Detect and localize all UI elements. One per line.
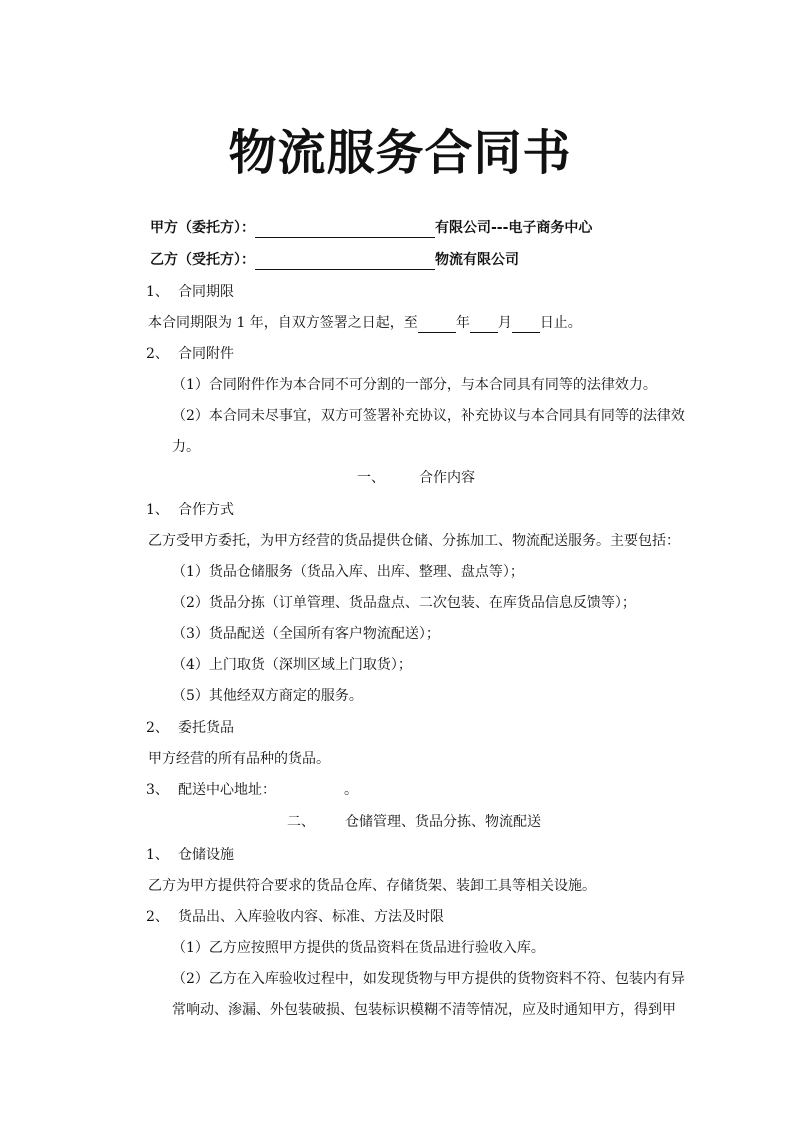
party-b-label: 乙方（受托方）：	[150, 252, 255, 268]
service-item: （3）货品配送（全国所有客户物流配送）；	[172, 626, 440, 642]
section-number: 1、	[146, 847, 169, 863]
party-b-blank	[255, 253, 435, 270]
year-blank	[418, 316, 456, 333]
party-a-label: 甲方（委托方）：	[150, 220, 255, 236]
section-number: 1、	[146, 502, 169, 518]
goods-text: 甲方经营的所有品种的货品。	[148, 751, 330, 767]
party-a-blank	[255, 221, 435, 238]
coop-intro: 乙方受甲方委托，为甲方经营的货品提供仓储、分拣加工、物流配送服务。主要包括：	[148, 533, 680, 549]
storage-1-heading	[146, 845, 234, 865]
term-month: 月	[497, 315, 512, 331]
section-number: 2、	[146, 346, 169, 362]
part-number: 一、	[357, 470, 385, 486]
section-title: 仓储设施	[178, 847, 234, 863]
attachment-item-2-cont: 力。	[172, 439, 200, 455]
section-number: 1、	[146, 284, 169, 300]
party-a-line	[150, 218, 592, 238]
coop-1-heading	[146, 500, 234, 520]
party-a-suffix: 有限公司---电子商务中心	[435, 220, 593, 236]
section-title: 委托货品	[178, 720, 234, 736]
term-year: 年	[455, 315, 470, 331]
term-end: 日止。	[539, 315, 582, 331]
month-blank	[470, 316, 498, 333]
section-number: 3、	[146, 782, 169, 798]
part-1-heading	[357, 468, 475, 488]
term-line	[148, 313, 582, 333]
party-b-suffix: 物流有限公司	[435, 252, 519, 268]
service-item: （4）上门取货（深圳区域上门取货）；	[172, 657, 412, 673]
section-title: 合作方式	[178, 502, 234, 518]
part-number: 二、	[287, 814, 315, 830]
facility-text: 乙方为甲方提供符合要求的货品仓库、存储货架、装卸工具等相关设施。	[148, 878, 596, 894]
attachment-item-2: （2）本合同未尽事宜，双方可签署补充协议，补充协议与本合同具有同等的法律效	[172, 408, 685, 424]
section-title: 配送中心地址：	[178, 782, 276, 798]
section-1-heading	[146, 282, 234, 302]
part-title: 合作内容	[419, 470, 475, 486]
coop-3-heading	[146, 780, 358, 800]
receiving-item-1: （1）乙方应按照甲方提供的货品资料在货品进行验收入库。	[172, 940, 545, 956]
receiving-item-2: （2）乙方在入库验收过程中，如发现货物与甲方提供的货物资料不符、包装内有异	[172, 971, 685, 987]
service-item: （1）货品仓储服务（货品入库、出库、整理、盘点等）；	[172, 564, 524, 580]
section-title: 合同期限	[178, 284, 234, 300]
receiving-item-2-cont: 常响动、渗漏、外包装破损、包装标识模糊不清等情况，应及时通知甲方，得到甲	[172, 1002, 676, 1018]
document-title: 物流服务合同书	[228, 125, 572, 181]
service-item: （5）其他经双方商定的服务。	[172, 688, 363, 704]
section-number: 2、	[146, 720, 169, 736]
section-2-heading	[146, 344, 234, 364]
coop-2-heading	[146, 718, 234, 738]
party-b-line	[150, 250, 519, 270]
service-item: （2）货品分拣（订单管理、货品盘点、二次包装、在库货品信息反馈等）；	[172, 595, 636, 611]
storage-2-heading	[146, 907, 444, 927]
part-2-heading	[287, 812, 541, 832]
day-blank	[512, 316, 540, 333]
term-prefix: 本合同期限为 1 年，自双方签署之日起，至	[148, 315, 418, 331]
attachment-item-1: （1）合同附件作为本合同不可分割的一部分，与本合同具有同等的法律效力。	[172, 377, 657, 393]
part-title: 仓储管理、货品分拣、物流配送	[345, 814, 541, 830]
section-title: 货品出、入库验收内容、标准、方法及时限	[178, 909, 444, 925]
address-end: 。	[344, 782, 358, 798]
section-number: 2、	[146, 909, 169, 925]
section-title: 合同附件	[178, 346, 234, 362]
